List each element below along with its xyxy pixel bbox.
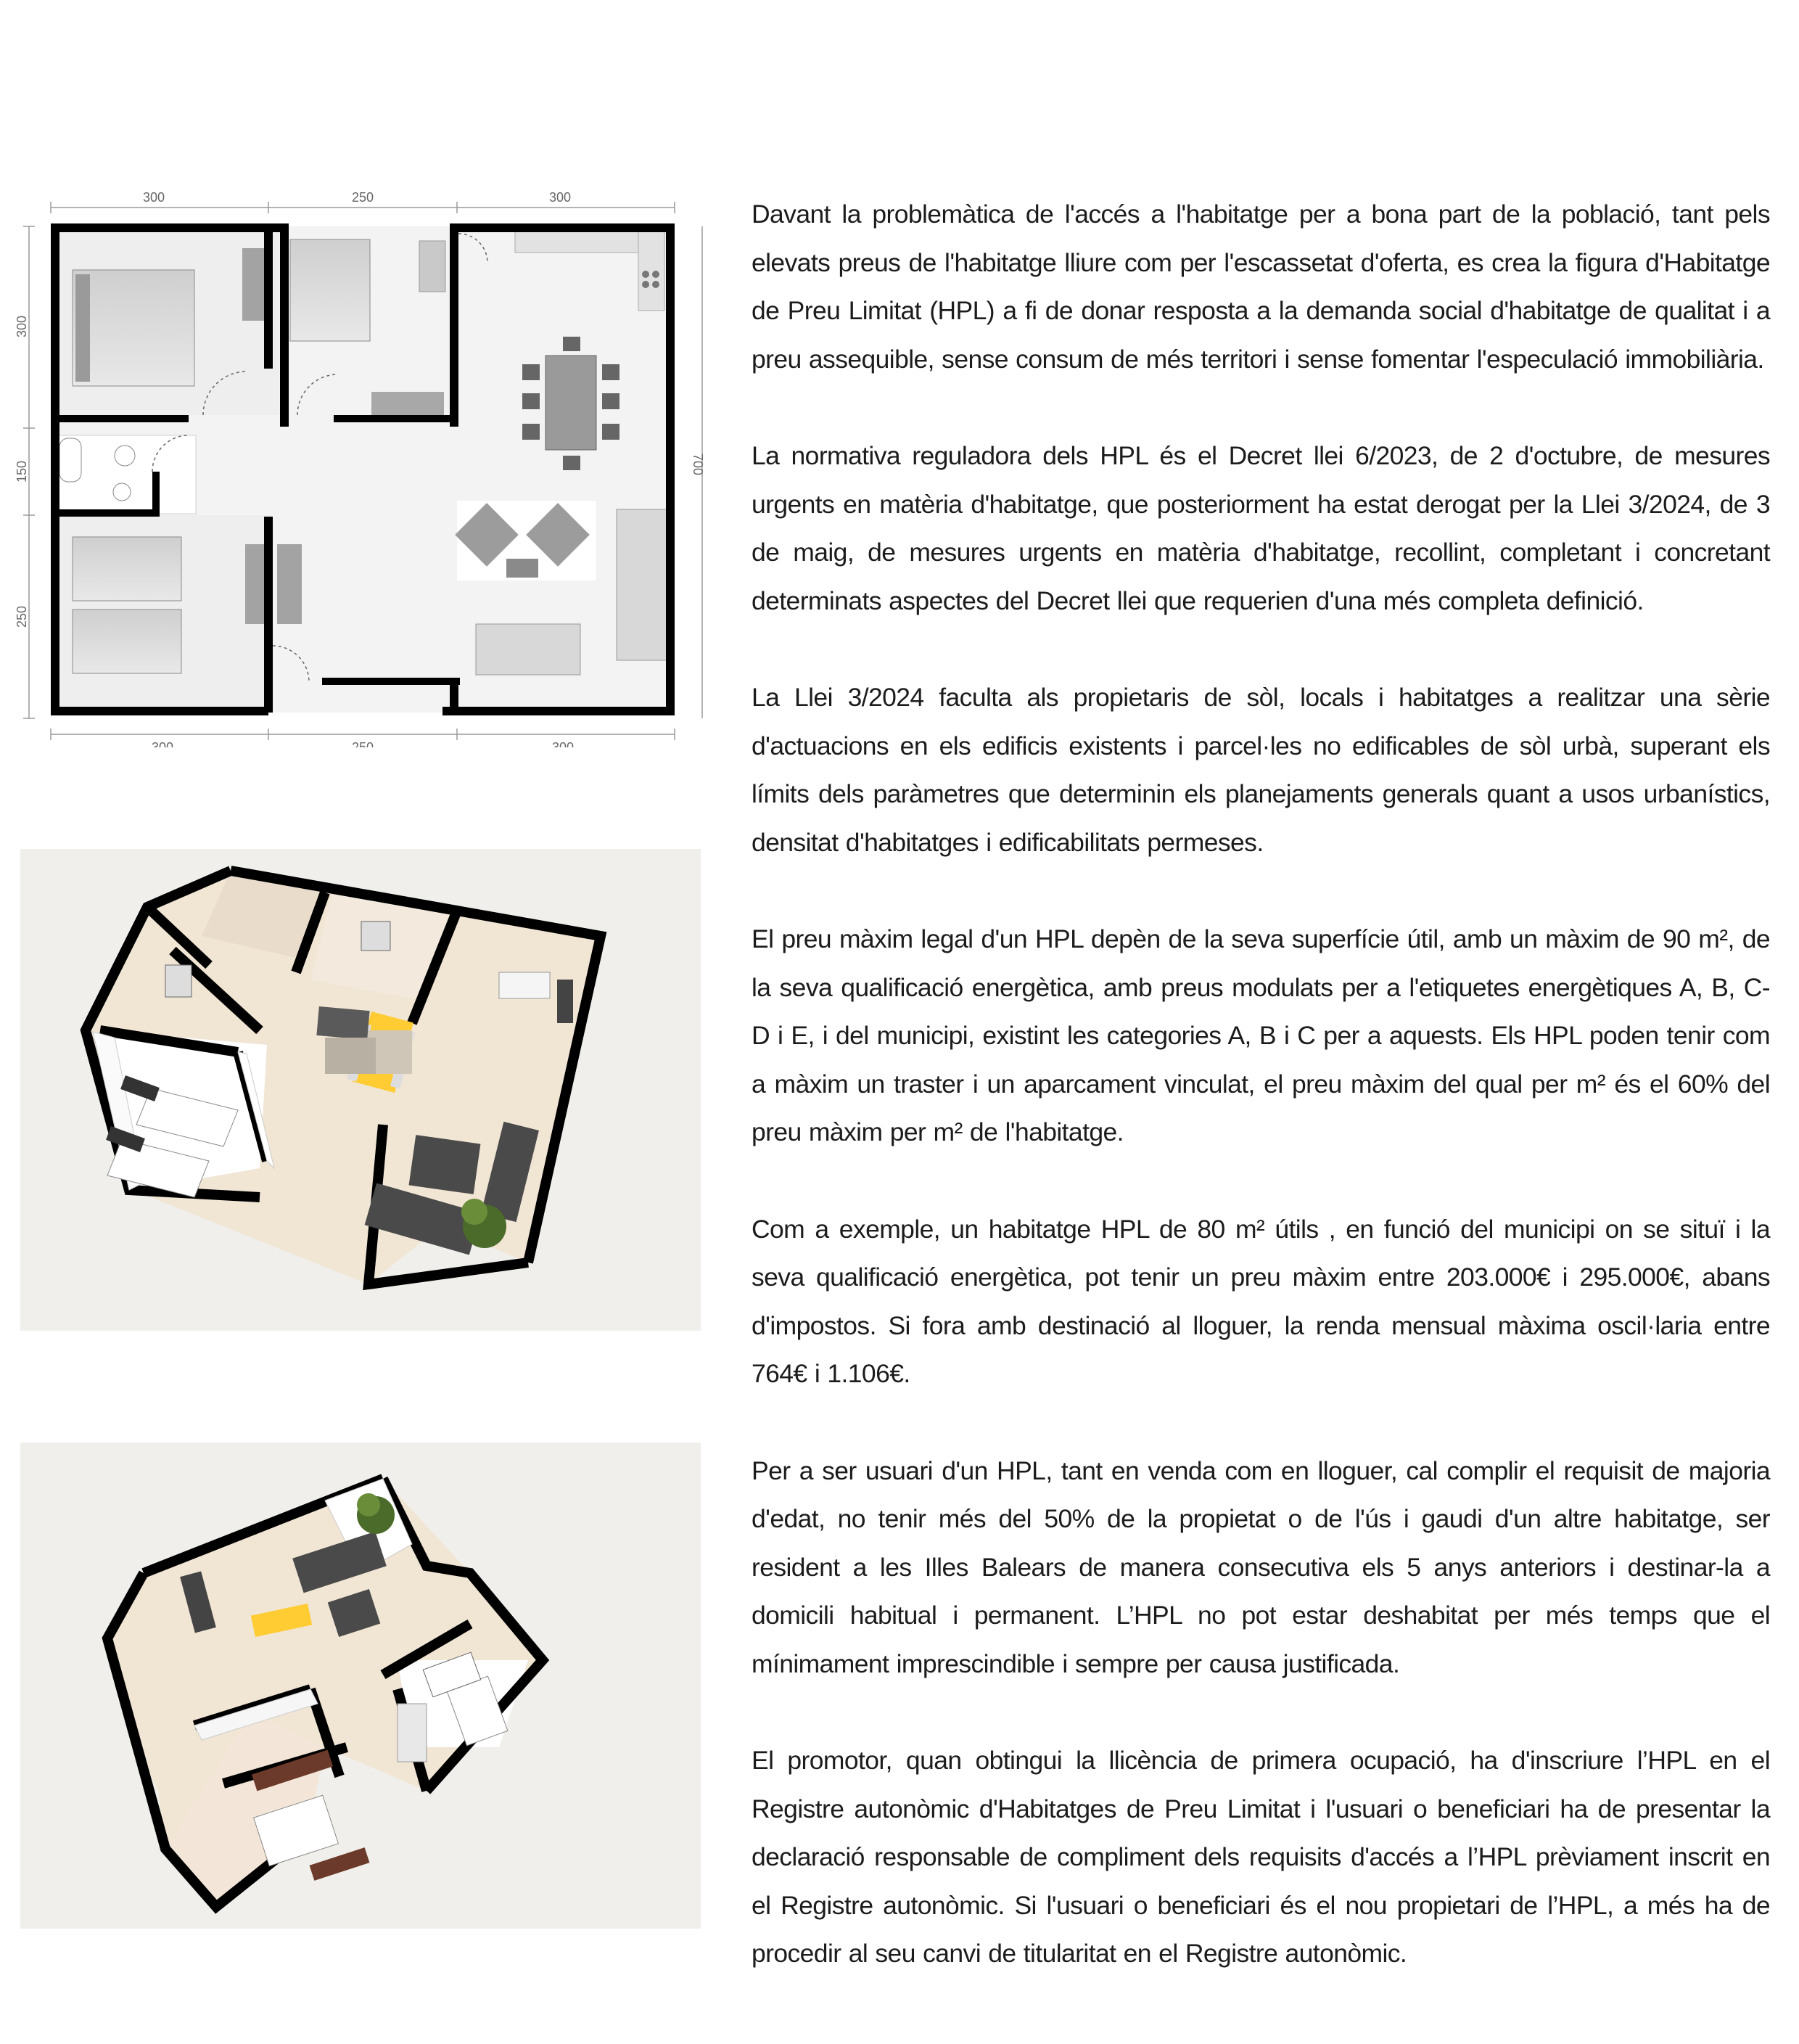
dim-bottom-2: 250 bbox=[351, 740, 374, 747]
render-view-1 bbox=[20, 849, 701, 1331]
dim-left-3: 250 bbox=[15, 605, 29, 628]
dim-left-1: 300 bbox=[15, 315, 29, 338]
dim-top-1: 300 bbox=[142, 190, 165, 205]
dim-bottom-1: 300 bbox=[151, 740, 174, 747]
dim-bottom-3: 300 bbox=[551, 740, 575, 747]
paragraph-registry: El promotor, quan obtingui la llicència de primera ocupació, ha d'inscriure l’HPL en el Registre autonòmic d'Habitatges de Preu Limitat i l'usuari o beneficiari ha de presentar la declaració responsable de compliment dels requisits d'accés a l’HPL prèviament inscrit en el Registre autonòmic. Si l'usuari o beneficiari és el nou propietari de l’HPL, a més ha de procedir al seu canvi de titularitat en el Registre autonòmic. bbox=[752, 1746, 1770, 1968]
paragraph-requirements: Per a ser usuari d'un HPL, tant en venda com en lloguer, cal complir el requisit de majoria d'edat, no tenir més del 50% de la propietat o de l'ús i gaudi d'un altre habitatge, ser resident a les Illes Balears de manera consecutiva els 5 anys anteriors i destinar-la a domicili habitual i permanent. L’HPL no pot estar deshabitat per més temps que el mínimament imprescindible i sempre per causa justificada. bbox=[752, 1456, 1770, 1678]
dim-right: 700 bbox=[691, 453, 705, 476]
paragraph-max-price: El preu màxim legal d'un HPL depèn de la seva superfície útil, amb un màxim de 90 m², de la seva qualificació energètica, amb preus modulats per a l'etiquetes energètiques A, B, C-D i E, i del municipi, existint les categories A, B i C per a aquests. Els HPL poden tenir com a màxim un traster i un aparcament vinculat, el preu màxim del qual per m² és el 60% del preu màxim per m² de l'habitatge. bbox=[752, 924, 1770, 1146]
floor-plan-drawing bbox=[15, 181, 711, 747]
dim-top-2: 250 bbox=[351, 190, 374, 205]
floor-plan bbox=[15, 181, 711, 747]
paragraph-example: Com a exemple, un habitatge HPL de 80 m² útils , en funció del municipi on se situï i la seva qualificació energètica, pot tenir un preu màxim entre 203.000€ i 295.000€, abans d'impostos. Si fora amb destinació al lloguer, la renda mensual màxima oscil·laria entre 764€ i 1.106€. bbox=[752, 1214, 1770, 1388]
article-text bbox=[752, 190, 1770, 2027]
paragraph-intro: Davant la problemàtica de l'accés a l'habitatge per a bona part de la població, tant pels elevats preus de l'habitatge lliure com per l'escassetat d'oferta, es crea la figura d'Habitatge de Preu Limitat (HPL) a fi de donar resposta a la demanda social d'habitatge de qualitat i a preu assequible, sense consum de més territori i sense fomentar l'especulació immobiliària. bbox=[752, 200, 1770, 374]
paragraph-law: La Llei 3/2024 faculta als propietaris de sòl, locals i habitatges a realitzar una sèrie d'actuacions en els edificis existents i parcel·les no edificables de sòl urbà, superant els límits dels paràmetres que determinin els planejaments generals quant a usos urbanístics, densitat d'habitatges i edificabilitats permeses. bbox=[752, 683, 1770, 857]
paragraph-regulation: La normativa reguladora dels HPL és el Decret llei 6/2023, de 2 d'octubre, de mesures urgents en matèria d'habitatge, que posteriorment ha estat derogat per la Llei 3/2024, de 3 de maig, de mesures urgents en matèria d'habitatge, recollint, completant i concretant determinats aspectes del Decret llei que requerien d'una més completa definició. bbox=[752, 441, 1770, 615]
dim-top-3: 300 bbox=[548, 190, 572, 205]
dim-left-2: 150 bbox=[15, 460, 29, 483]
render-view-2-drawing bbox=[20, 1442, 701, 1929]
render-view-1-drawing bbox=[20, 849, 701, 1331]
render-view-2 bbox=[20, 1442, 701, 1929]
